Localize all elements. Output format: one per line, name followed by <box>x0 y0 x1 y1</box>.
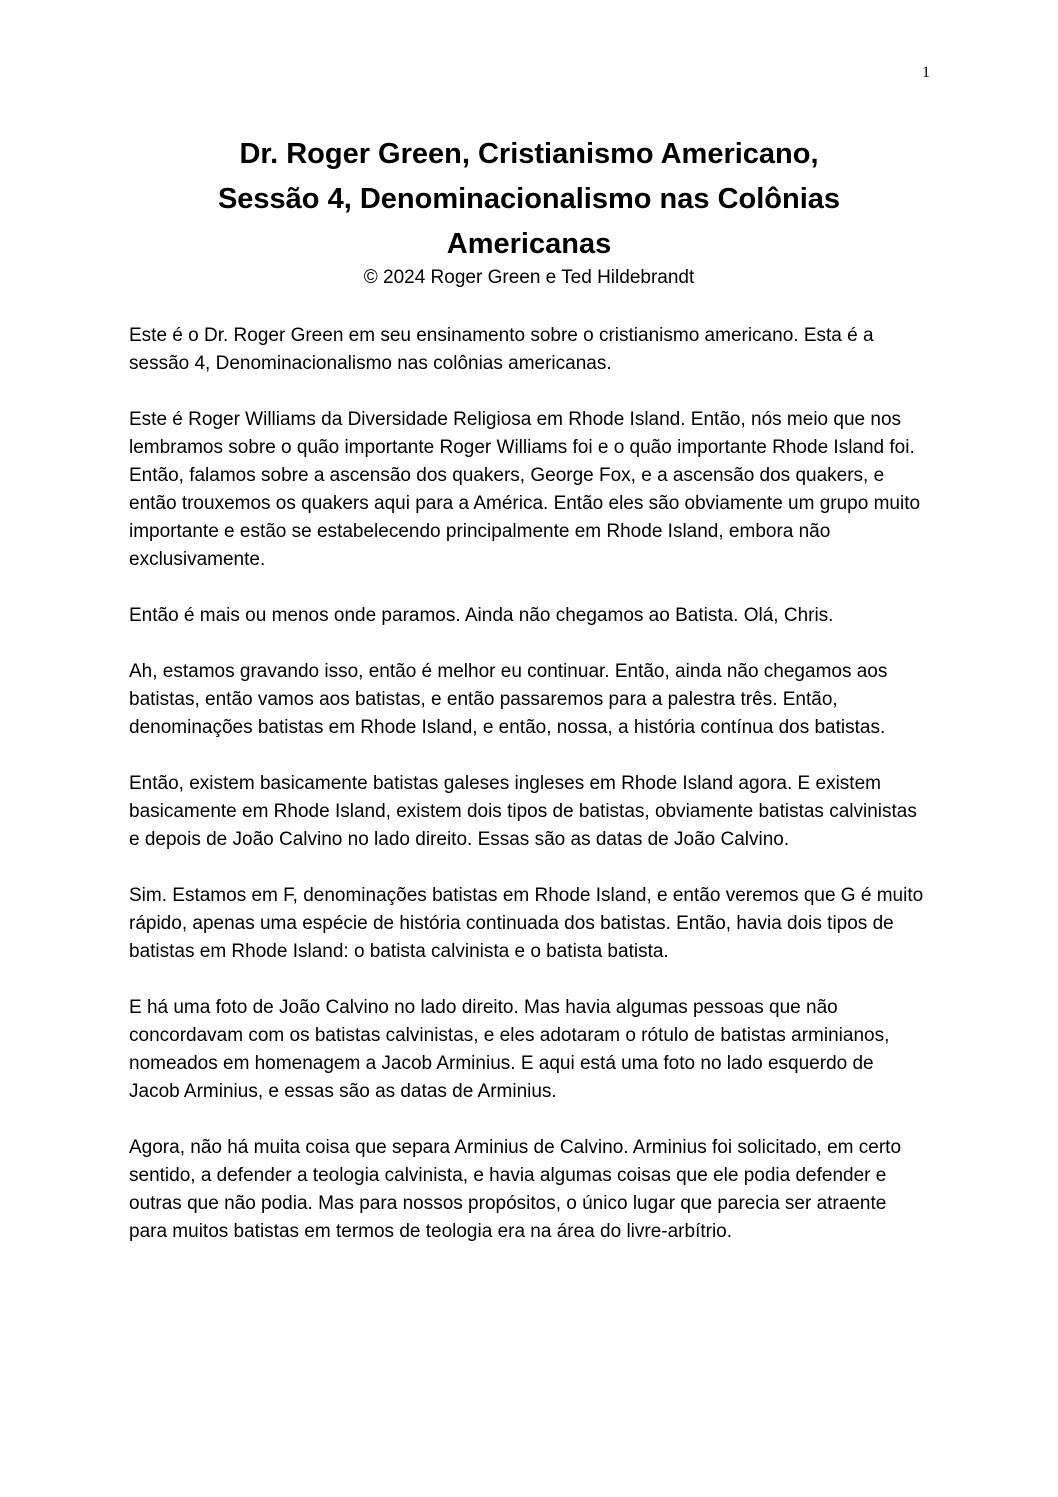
paragraph-8: Agora, não há muita coisa que separa Arminius de Calvino. Arminius foi solicitado, em certo sentido, a defender a teologia calvinista, e havia algumas coisas que ele podia defender e outras que não podia. Mas para nossos propósitos, o único lugar que parecia ser atraente para muitos batistas em termos de teologia era na área do livre-arbítrio. <box>129 1137 902 1242</box>
paragraph-4: Ah, estamos gravando isso, então é melhor eu continuar. Então, ainda não chegamos aos batistas, então vamos aos batistas, e então passaremos para a palestra três. Então, denominações batistas em Rhode Island, e então, nossa, a história contínua dos batistas. <box>129 661 888 738</box>
title-line-1: Dr. Roger Green, Cristianismo Americano, <box>239 138 819 170</box>
page-number: 1 <box>922 64 930 81</box>
copyright-notice: © 2024 Roger Green e Ted Hildebrandt <box>363 267 695 288</box>
document-body <box>129 322 929 1274</box>
paragraph-1: Este é o Dr. Roger Green em seu ensinamento sobre o cristianismo americano. Esta é a sessão 4, Denominacionalismo nas colônias americanas. <box>129 325 874 374</box>
paragraph-5: Então, existem basicamente batistas galeses ingleses em Rhode Island agora. E existem basicamente em Rhode Island, existem dois tipos de batistas, obviamente batistas calvinistas e depois de João Calvino no lado direito. Essas são as datas de João Calvino. <box>129 773 917 850</box>
paragraph-2: Este é Roger Williams da Diversidade Religiosa em Rhode Island. Então, nós meio que nos lembramos sobre o quão importante Roger Williams foi e o quão importante Rhode Island foi. Então, falamos sobre a ascensão dos quakers, George Fox, e a ascensão dos quakers, e então trouxemos os quakers aqui para a América. Então eles são obviamente um grupo muito importante e estão se estabelecendo principalmente em Rhode Island, embora não exclusivamente. <box>129 409 921 570</box>
paragraph-3: Então é mais ou menos onde paramos. Ainda não chegamos ao Batista. Olá, Chris. <box>129 605 834 626</box>
title-line-3: Americanas <box>446 228 612 260</box>
title-line-2: Sessão 4, Denominacionalismo nas Colônias <box>217 183 841 215</box>
document-title <box>129 132 929 267</box>
paragraph-7: E há uma foto de João Calvino no lado direito. Mas havia algumas pessoas que não concordavam com os batistas calvinistas, e eles adotaram o rótulo de batistas arminianos, nomeados em homenagem a Jacob Arminius. E aqui está uma foto no lado esquerdo de Jacob Arminius, e essas são as datas de Arminius. <box>129 997 890 1102</box>
paragraph-6: Sim. Estamos em F, denominações batistas em Rhode Island, e então veremos que G é muito rápido, apenas uma espécie de história continuada dos batistas. Então, havia dois tipos de batistas em Rhode Island: o batista calvinista e o batista batista. <box>129 885 924 962</box>
